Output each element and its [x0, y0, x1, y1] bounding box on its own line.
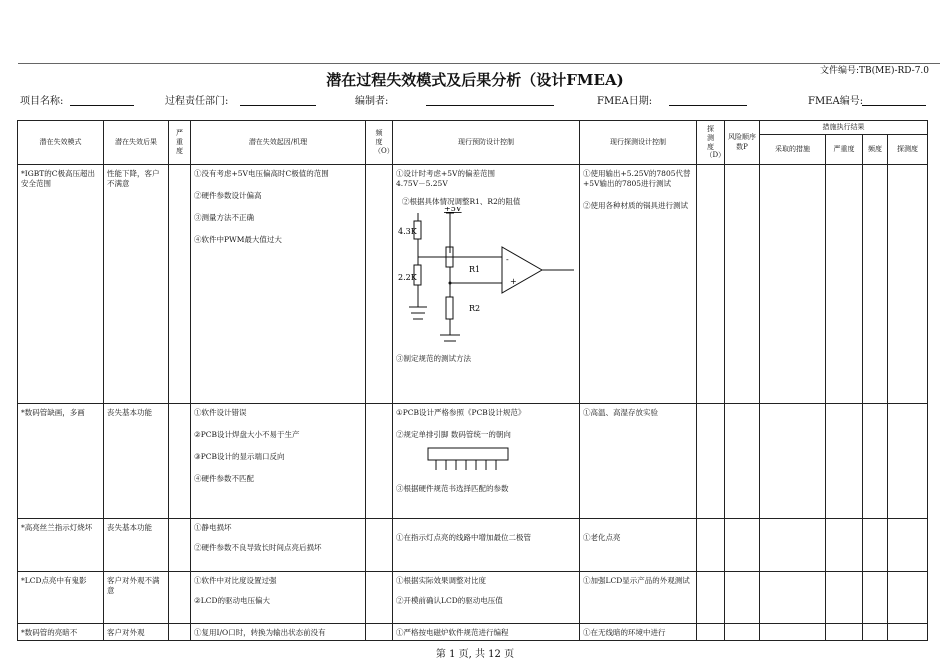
project-field[interactable]: [70, 105, 134, 106]
cause-cell: ①静电损坏 ②硬件参数不良导致长时间点亮后损坏: [191, 519, 366, 572]
occurrence-cell[interactable]: [366, 165, 393, 404]
header-results: 措施执行结果: [760, 121, 928, 135]
header-result-severity: 严重度: [826, 135, 863, 165]
result-occurrence-cell[interactable]: [863, 165, 888, 404]
editor-field[interactable]: [426, 105, 554, 106]
detection-cell[interactable]: [697, 404, 725, 519]
header-result-occurrence: 频度: [863, 135, 888, 165]
header-result-detection: 探测度: [888, 135, 928, 165]
fmea-no-label: FMEA编号:: [808, 96, 864, 107]
detection-control-cell: ①使用输出+5.25V的7805代替+5V输出的7805进行测试 ②使用各种材质的锅具进行测试: [580, 165, 697, 404]
detection-cell[interactable]: [697, 165, 725, 404]
table-row: [18, 624, 928, 641]
header-prevention: 现行预防设计控制: [393, 121, 580, 165]
fmea-no-field[interactable]: [862, 105, 926, 106]
led-display-pinout-diagram: [396, 440, 576, 484]
severity-cell[interactable]: [169, 404, 191, 519]
failure-mode-cell: *数码管的亮暗不: [18, 624, 104, 641]
table-row: [18, 404, 928, 519]
occurrence-cell[interactable]: [366, 404, 393, 519]
prevention-cell: ①严格按电磁炉软件规范进行编程: [393, 624, 580, 641]
header-actions: 采取的措施: [760, 135, 826, 165]
fmea-table: [17, 120, 928, 641]
rpn-cell[interactable]: [725, 404, 760, 519]
result-occurrence-cell[interactable]: [863, 404, 888, 519]
actions-cell[interactable]: [760, 404, 826, 519]
header-severity: 严重度: [169, 121, 191, 165]
result-severity-cell[interactable]: [826, 519, 863, 572]
doc-number: 文件编号:TB(ME)-RD-7.0: [820, 66, 930, 76]
cause-cell: ①复用I/O口时，转换为输出状态前没有: [191, 624, 366, 641]
detection-cell[interactable]: [697, 572, 725, 624]
header-detection: 探测度（D）: [697, 121, 725, 165]
plus-label: +: [510, 277, 517, 287]
cause-cell: ①软件设计错误 ②PCB设计焊盘大小不易于生产 ③PCB设计的显示端口反向 ④硬件参数不匹配: [191, 404, 366, 519]
result-detection-cell[interactable]: [888, 165, 928, 404]
result-severity-cell[interactable]: [826, 165, 863, 404]
header-failure-mode: 潜在失效模式: [18, 121, 104, 165]
dept-field[interactable]: [240, 105, 316, 106]
resistor-2-2k-label: 2.2K: [398, 273, 417, 283]
occurrence-cell[interactable]: [366, 519, 393, 572]
result-detection-cell[interactable]: [888, 572, 928, 624]
severity-cell[interactable]: [169, 165, 191, 404]
failure-effect-cell: 客户对外观: [104, 624, 169, 641]
detection-control-cell: ①加强LCD显示产品的外观测试: [580, 572, 697, 624]
r1-label: R1: [469, 265, 481, 275]
detection-cell[interactable]: [697, 519, 725, 572]
prevention-cell: ①根据实际效果调整对比度 ②开模前确认LCD的驱动电压值: [393, 572, 580, 624]
rpn-cell[interactable]: [725, 572, 760, 624]
cause-cell: ①软件中对比度设置过强 ②LCD的驱动电压偏大: [191, 572, 366, 624]
rpn-cell[interactable]: [725, 165, 760, 404]
severity-cell[interactable]: [169, 572, 191, 624]
header-failure-effect: 潜在失效后果: [104, 121, 169, 165]
vcc-label: +5V: [444, 207, 462, 214]
top-rule: [18, 63, 940, 64]
page-title: 潜在过程失效模式及后果分析（设计FMEA): [326, 71, 624, 89]
actions-cell[interactable]: [760, 624, 826, 641]
rpn-cell[interactable]: [725, 624, 760, 641]
editor-label: 编制者:: [355, 96, 389, 107]
fmea-date-field[interactable]: [669, 105, 747, 106]
prevention-cell: ①PCB设计严格参照《PCB设计规范》 ②规定单排引脚 数码管统一的朝向 ③根据硬件规范书选择匹配的参数: [393, 404, 580, 519]
comparator-circuit-diagram: [396, 207, 576, 352]
table-row: [18, 519, 928, 572]
failure-effect-cell: 丧失基本功能: [104, 519, 169, 572]
severity-cell[interactable]: [169, 519, 191, 572]
result-occurrence-cell[interactable]: [863, 624, 888, 641]
failure-mode-cell: *IGBT的C极高压超出安全范围: [18, 165, 104, 404]
rpn-cell[interactable]: [725, 519, 760, 572]
actions-cell[interactable]: [760, 519, 826, 572]
failure-mode-cell: *数码管缺画，多画: [18, 404, 104, 519]
header-rpn: 风险顺序数P: [725, 121, 760, 165]
op-amp-symbol: [502, 247, 542, 293]
prevention-cell: ①设计时考虑+5V的偏差范围 4.75V－5.25V ②根据具体情况调整R1、R2的阻值 +5V 4.3K 2.2K R1 R2 - + ③制定规范的测试方法: [393, 165, 580, 404]
detection-control-cell: ①高温、高湿存放实验: [580, 404, 697, 519]
detection-control-cell: ①在无线暗的环境中进行: [580, 624, 697, 641]
failure-effect-cell: 客户对外观不满意: [104, 572, 169, 624]
table-row: [18, 572, 928, 624]
resistor-4-3k-label: 4.3K: [398, 227, 417, 237]
result-detection-cell[interactable]: [888, 404, 928, 519]
header-occurrence: 频度（O）: [366, 121, 393, 165]
result-occurrence-cell[interactable]: [863, 519, 888, 572]
result-detection-cell[interactable]: [888, 519, 928, 572]
cause-cell: ①没有考虑+5V电压偏高时C极值的范围 ②硬件参数设计偏高 ③测量方法不正确 ④软件中PWM最大值过大: [191, 165, 366, 404]
failure-effect-cell: 丧失基本功能: [104, 404, 169, 519]
failure-mode-cell: *高亮丝兰指示灯烧坏: [18, 519, 104, 572]
resistor-r2: [446, 297, 453, 319]
detection-control-cell: ①老化点亮: [580, 519, 697, 572]
actions-cell[interactable]: [760, 165, 826, 404]
table-row: [18, 165, 928, 404]
dept-label: 过程责任部门:: [165, 96, 229, 107]
result-severity-cell[interactable]: [826, 572, 863, 624]
result-severity-cell[interactable]: [826, 624, 863, 641]
project-label: 项目名称:: [20, 96, 64, 107]
failure-mode-cell: *LCD点亮中有鬼影: [18, 572, 104, 624]
minus-label: -: [506, 255, 509, 265]
occurrence-cell[interactable]: [366, 572, 393, 624]
occurrence-cell[interactable]: [366, 624, 393, 641]
result-detection-cell[interactable]: [888, 624, 928, 641]
severity-cell[interactable]: [169, 624, 191, 641]
page-footer: 第 1 页, 共 12 页: [435, 649, 515, 660]
result-severity-cell[interactable]: [826, 404, 863, 519]
actions-cell[interactable]: [760, 572, 826, 624]
header-detection-control: 现行探测设计控制: [580, 121, 697, 165]
failure-effect-cell: 性能下降，客户不满意: [104, 165, 169, 404]
fmea-date-label: FMEA日期:: [597, 96, 653, 107]
header-cause: 潜在失效起因/机理: [191, 121, 366, 165]
result-occurrence-cell[interactable]: [863, 572, 888, 624]
detection-cell[interactable]: [697, 624, 725, 641]
r2-label: R2: [469, 304, 481, 314]
prevention-cell: ①在指示灯点亮的线路中增加最位二极管: [393, 519, 580, 572]
